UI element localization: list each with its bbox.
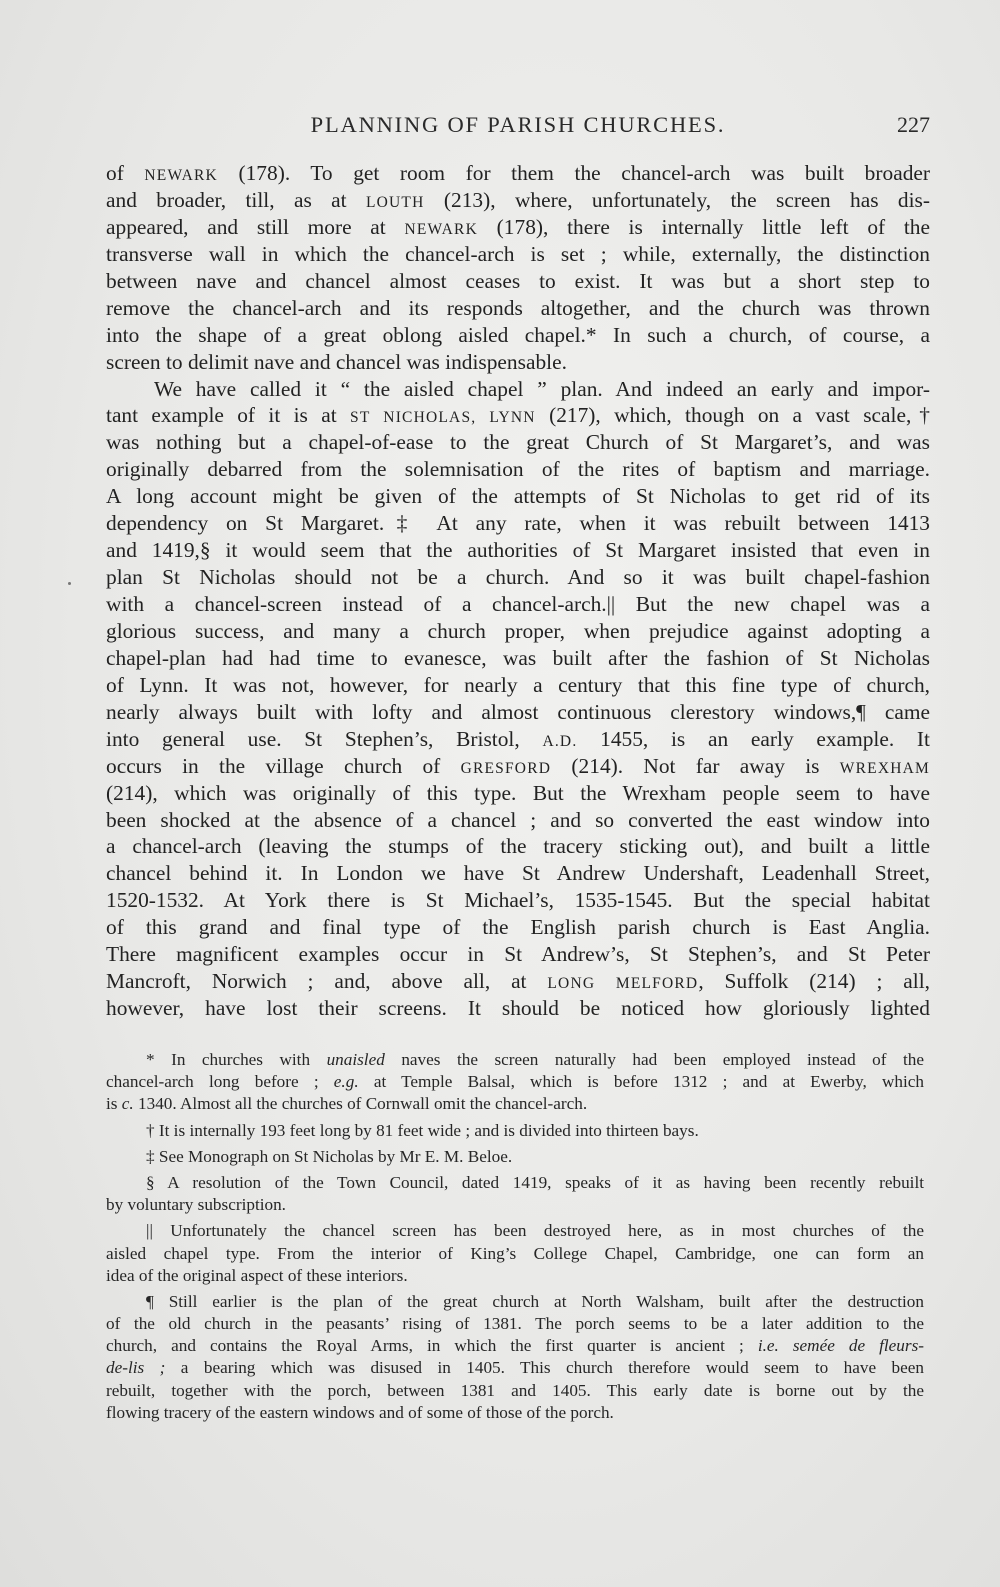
footnote — [106, 1291, 924, 1424]
running-head — [106, 112, 930, 146]
footnotes — [106, 1049, 924, 1428]
body-line: was nothing but a chapel-of-ease to the great Church of St Margaret’s, and was — [106, 430, 930, 455]
footnote-line: idea of the original aspect of these interiors. — [106, 1265, 408, 1285]
body-line: plan St Nicholas should not be a church. And so it was built chapel-fashion — [106, 565, 930, 590]
footnote-line: † It is internally 193 feet long by 81 feet wide ; and is divided into thirteen bays. — [146, 1120, 699, 1140]
footnote-line: § A resolution of the Town Council, dated 1419, speaks of it as having been recently rebuilt — [146, 1172, 924, 1192]
italic-text: de-lis ; — [106, 1358, 166, 1378]
footnote — [106, 1049, 924, 1116]
place-name: ST NICHOLAS, LYNN — [350, 409, 536, 427]
margin-speck — [68, 582, 71, 585]
body-line: 1520-1532. At York there is St Michael’s, 1535-1545. But the special habitat — [106, 888, 930, 913]
body-text — [106, 160, 930, 1022]
body-line: a chancel-arch (leaving the stumps of the tracery sticking out), and built a little — [106, 834, 930, 859]
body-line: and broader, till, as at LOUTH (213), where, unfortunately, the screen has dis- — [106, 187, 930, 212]
footnote-line: chancel-arch long before ; e.g. at Temple Balsal, which is before 1312 ; and at Ewerby, which — [106, 1072, 924, 1092]
footnote — [106, 1172, 924, 1216]
footnote — [106, 1146, 924, 1168]
footnote-line: is c. 1340. Almost all the churches of Cornwall omit the chancel-arch. — [106, 1094, 588, 1114]
place-name: WREXHAM — [839, 759, 930, 777]
place-name: NEWARK — [144, 167, 218, 184]
body-line: between nave and chancel almost ceases to exist. It was but a short step to — [106, 268, 930, 293]
footnote-line: de-lis ; a bearing which was disused in 1405. This church therefore would seem to have been — [106, 1358, 924, 1378]
italic-text: c. — [121, 1094, 134, 1114]
footnote — [106, 1120, 924, 1142]
place-name: LONG MELFORD — [547, 975, 699, 993]
body-line: A long account might be given of the attempts of St Nicholas to get rid of its — [106, 484, 930, 509]
body-line: tant example of it is at ST NICHOLAS, LYNN (217), which, though on a vast scale,† — [106, 403, 930, 428]
footnote-line: by voluntary subscription. — [106, 1195, 286, 1215]
body-line: screen to delimit nave and chancel was indispensable. — [106, 349, 567, 374]
running-title: PLANNING OF PARISH CHURCHES. — [310, 112, 726, 137]
footnote-line: ¶ Still earlier is the plan of the great church at North Walsham, built after the destruction — [146, 1291, 924, 1311]
footnote-line: * In churches with unaisled naves the screen naturally had been employed instead of the — [146, 1050, 924, 1069]
footnote-line: church, and contains the Royal Arms, in which the first quarter is ancient ; i.e. semée de fleurs- — [106, 1336, 924, 1356]
body-line: There magnificent examples occur in St Andrew’s, St Stephen’s, and St Peter — [106, 942, 930, 967]
footnote — [106, 1220, 924, 1287]
place-name: NEWARK — [404, 220, 478, 238]
body-line: chancel behind it. In London we have St Andrew Undershaft, Leadenhall Street, — [106, 861, 930, 886]
body-line: into the shape of a great oblong aisled chapel.* In such a church, of course, a — [106, 322, 930, 347]
body-line: We have called it “ the aisled chapel ” plan. And indeed an early and impor- — [154, 376, 930, 401]
body-line: appeared, and still more at NEWARK (178), there is internally little left of the — [106, 214, 930, 239]
body-line: occurs in the village church of GRESFORD (214). Not far away is WREXHAM — [106, 753, 930, 778]
body-line: glorious success, and many a church proper, when prejudice against adopting a — [106, 618, 930, 643]
footnote-line: || Unfortunately the chancel screen has been destroyed here, as in most churches of the — [146, 1221, 924, 1241]
page-number: 227 — [897, 112, 930, 137]
body-line: of this grand and final type of the English parish church is East Anglia. — [106, 915, 930, 940]
place-name: A.D. — [542, 732, 578, 750]
body-line: dependency on St Margaret.‡ At any rate, when it was rebuilt between 1413 — [106, 511, 930, 536]
footnote-line: ‡ See Monograph on St Nicholas by Mr E. M. Beloe. — [146, 1146, 513, 1166]
footnote-line: flowing tracery of the eastern windows and of some of those of the porch. — [106, 1402, 614, 1422]
body-line: chapel-plan had had time to evanesce, was built after the fashion of St Nicholas — [106, 645, 930, 670]
italic-text: unaisled — [326, 1050, 385, 1069]
body-line: been shocked at the absence of a chancel ; and so converted the east window into — [106, 807, 930, 832]
italic-text: i.e. semée de fleurs- — [757, 1336, 924, 1356]
body-line: into general use. St Stephen’s, Bristol, A.D. 1455, is an early example. It — [106, 726, 931, 751]
body-line: nearly always built with lofty and almost continuous clerestory windows,¶ came — [106, 699, 930, 724]
body-line: (214), which was originally of this type. But the Wrexham people seem to have — [106, 780, 930, 805]
body-line: transverse wall in which the chancel-arch is set ; while, externally, the distinction — [106, 241, 930, 266]
italic-text: e.g. — [333, 1072, 359, 1092]
body-line: of NEWARK (178). To get room for them the chancel-arch was built broader — [106, 161, 931, 185]
body-line: however, have lost their screens. It should be noticed how gloriously lighted — [106, 996, 930, 1021]
footnote-line: rebuilt, together with the porch, between 1381 and 1405. This early date is borne out by the — [106, 1380, 924, 1400]
body-line: and 1419,§ it would seem that the authorities of St Margaret insisted that even in — [106, 538, 930, 563]
place-name: GRESFORD — [460, 759, 552, 777]
body-line: with a chancel-screen instead of a chancel-arch.|| But the new chapel was a — [106, 592, 930, 616]
body-line: Mancroft, Norwich ; and, above all, at LONG MELFORD, Suffolk (214) ; all, — [106, 969, 931, 994]
footnote-line: of the old church in the peasants’ rising of 1381. The porch seems to be a later addition to the — [106, 1314, 924, 1334]
footnote-line: aisled chapel type. From the interior of King’s College Chapel, Cambridge, one can form an — [106, 1243, 924, 1263]
place-name: LOUTH — [365, 193, 425, 211]
body-line: remove the chancel-arch and its responds altogether, and the church was thrown — [106, 295, 930, 320]
body-line: of Lynn. It was not, however, for nearly a century that this fine type of church, — [106, 672, 930, 697]
body-line: originally debarred from the solemnisation of the rites of baptism and marriage. — [106, 457, 930, 482]
